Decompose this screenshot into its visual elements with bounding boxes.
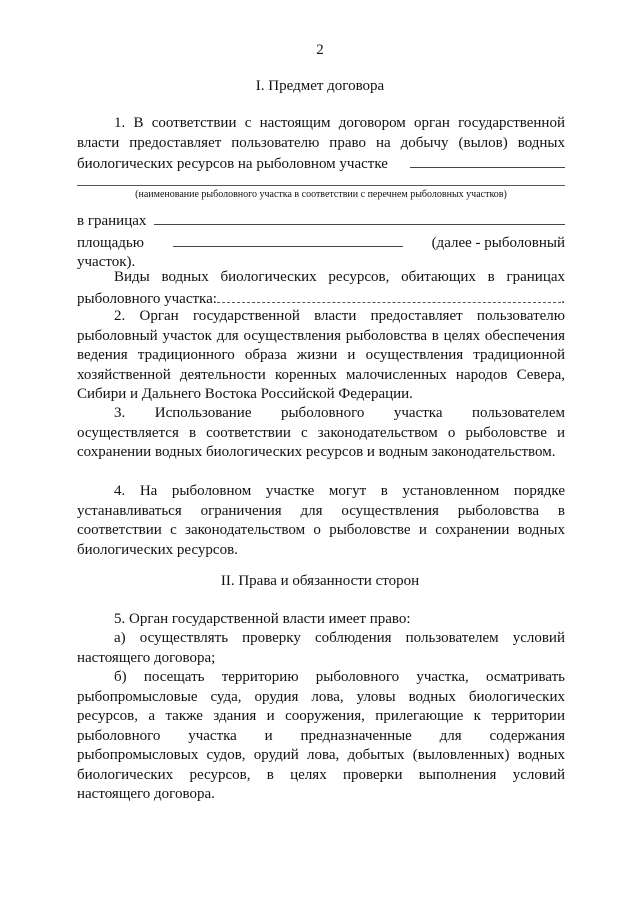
paragraph-1 <box>77 114 565 175</box>
paragraph-5b-text: б) посещать территорию рыболовного участка, осматривать рыбопромысловые суда, орудия лова, уловы водных биологических ресурсов, а также здания и сооружения, прилегающие к территории рыболовного участка и предназначенные для содержания рыбопромысловых судов, орудий лова, добытых (выловленных) водных биологических ресурсов, в целях проверки выполнения условий настоящего договора. <box>77 669 565 802</box>
borders-label: в границах <box>77 213 147 229</box>
paragraph-5a-text: а) осуществлять проверку соблюдения пользователем условий настоящего договора; <box>77 630 565 666</box>
fishing-area-name-line <box>77 185 565 186</box>
paragraph-3-text: 3. Использование рыболовного участка пользователем осуществляется в соответствии с законодательством о рыболовстве и сохранении водных биологических ресурсов и водным законодательством. <box>77 405 565 460</box>
paragraph-2-text: 2. Орган государственной власти предоставляет пользователю рыболовный участок для осуществления рыболовства в целях обеспечения ведения традиционного образа жизни и осуществления традиционной хозяйственной деятельности коренных малочисленных народов Севера, Сибири и Дальнего Востока Российской Федерации. <box>77 308 565 402</box>
paragraph-2 <box>77 307 565 405</box>
paragraph-4-text: 4. На рыболовном участке могут в установленном порядке устанавливаться ограничения для осуществления рыболовства в соответствии с законодательством о рыболовстве и сохранении водных биологических ресурсов. <box>77 483 565 558</box>
species-line-1: Виды водных биологических ресурсов, обитающих в границах <box>114 269 565 285</box>
borders-field <box>154 210 565 225</box>
paragraph-5b <box>77 668 565 805</box>
paragraph-1-line-3: биологических ресурсов на рыболовном участке <box>77 156 388 172</box>
page-number: 2 <box>316 42 324 58</box>
paragraph-5a <box>77 629 565 668</box>
section-1-heading: I. Предмет договора <box>255 78 385 94</box>
fishing-area-name-field <box>410 153 565 168</box>
paragraph-1-line-1: 1. В соответствии с настоящим договором орган государственной <box>114 115 565 131</box>
fishing-area-name-caption: (наименование рыболовного участка в соответствии с перечнем рыболовных участков) <box>135 189 507 200</box>
area-tail-2: участок). <box>77 254 136 270</box>
paragraph-4 <box>77 482 565 560</box>
paragraph-3 <box>77 404 565 463</box>
area-tail: (далее - рыболовный <box>431 234 565 251</box>
species-field <box>217 288 561 303</box>
species-block <box>77 268 565 309</box>
species-line-2: рыболовного участка: <box>77 290 217 307</box>
paragraph-5-text: 5. Орган государственной власти имеет право: <box>114 611 411 627</box>
paragraph-1-line-2: власти предоставляет пользователю право на добычу (вылов) водных <box>77 134 565 151</box>
paragraph-5 <box>77 610 565 630</box>
area-label: площадью <box>77 234 144 251</box>
borders-area-block <box>77 210 565 273</box>
species-end: . <box>561 290 565 307</box>
section-2-heading: II. Права и обязанности сторон <box>220 573 420 589</box>
area-field <box>173 232 403 247</box>
